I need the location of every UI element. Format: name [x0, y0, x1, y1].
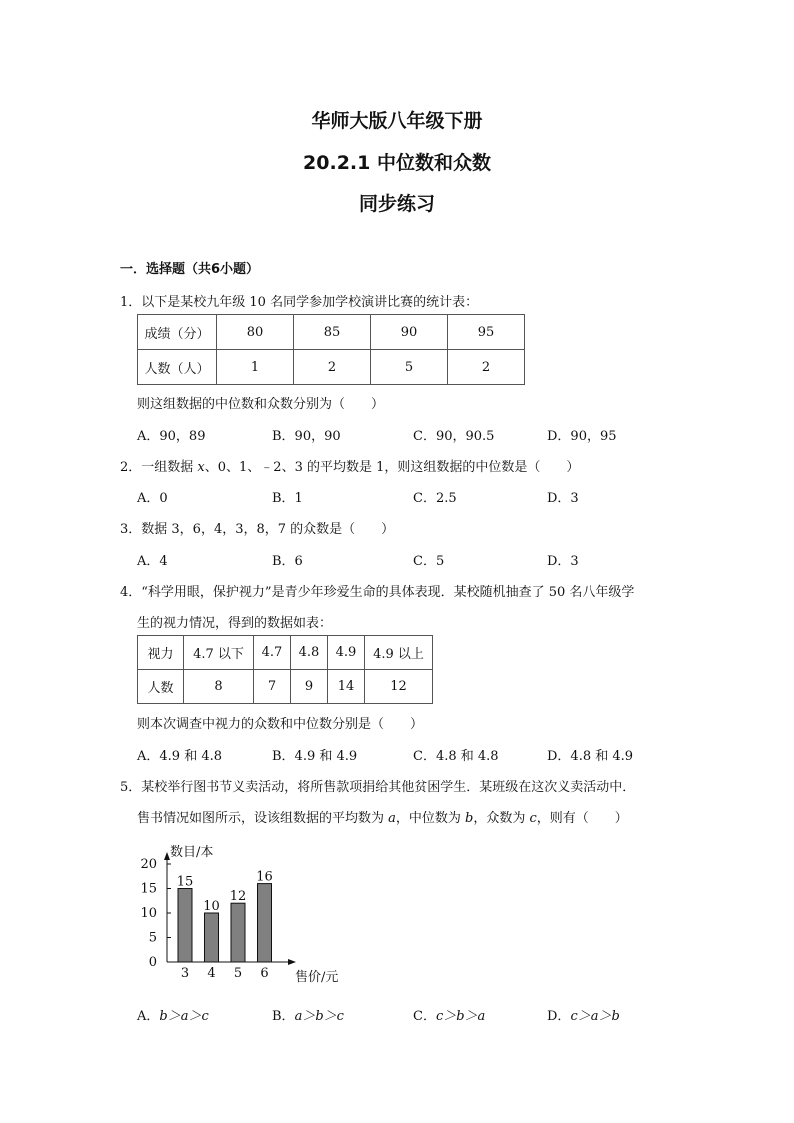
y-tick-label: 5	[148, 930, 157, 946]
table-cell: 1	[217, 350, 294, 385]
text-part: 售书情况如图所示，设该组数据的平均数为	[137, 811, 389, 826]
question-4-text-line1: 4．“科学用眼，保护视力”是青少年珍爱生命的具体表现．某校随机抽查了 50 名八年级学	[120, 585, 635, 600]
x-tick-label: 4	[207, 966, 216, 981]
y-tick-label: 15	[140, 881, 157, 897]
option-b: B．90，90	[272, 429, 341, 444]
section-heading: 一．选择题（共6小题）	[120, 262, 260, 277]
table-cell: 12	[365, 670, 433, 704]
y-tick-label: 0	[148, 955, 157, 970]
option-b: B．4.9 和 4.9	[272, 749, 358, 764]
option-d: D．3	[547, 491, 579, 506]
option-d	[547, 1005, 620, 1024]
option-a: A．0	[137, 491, 168, 506]
table-row	[138, 350, 525, 385]
text-part: ，中位数为	[395, 811, 466, 826]
variable-a: a	[388, 811, 396, 826]
table-cell: 2	[294, 350, 371, 385]
variable-c: c	[529, 811, 537, 826]
table-cell: 95	[448, 315, 525, 350]
table-cell: 4.8	[291, 636, 328, 670]
variable-x: x	[197, 460, 205, 475]
table-cell: 人数（人）	[138, 350, 217, 385]
option-c: C．5	[413, 554, 445, 569]
doc-title-3: 同步练习	[358, 193, 435, 215]
table-cell: 7	[254, 670, 291, 704]
table-cell: 4.7 以下	[184, 636, 254, 670]
option-d: D．4.8 和 4.9	[547, 749, 634, 764]
text-part: 、0、1、﹣2、3 的平均数是 1，则这组数据的中位数是（ ）	[204, 460, 580, 475]
text-part: ，众数为	[473, 811, 530, 826]
x-tick-label: 5	[233, 966, 243, 981]
question-2-text	[120, 456, 579, 475]
table-row	[138, 670, 433, 704]
bar	[231, 903, 245, 962]
option-letter: C．	[413, 1009, 436, 1024]
table-cell: 成绩（分）	[138, 315, 217, 350]
option-a: A．4	[137, 554, 168, 569]
y-tick-label: 20	[140, 857, 157, 872]
doc-title-2: 20.2.1 中位数和众数	[303, 152, 491, 174]
question-5-text-line2	[137, 807, 628, 826]
option-b: B．6	[272, 554, 303, 569]
option-expression: a＞b＞c	[294, 1009, 344, 1024]
score-table	[137, 314, 525, 385]
table-cell: 5	[371, 350, 448, 385]
bar	[258, 884, 272, 962]
book-sales-bar-chart	[140, 838, 380, 988]
x-tick-label: 6	[260, 966, 269, 981]
table-cell: 80	[217, 315, 294, 350]
doc-title-1: 华师大版八年级下册	[311, 110, 483, 132]
bar	[205, 913, 219, 962]
option-expression: c＞b＞a	[435, 1009, 486, 1024]
table-cell: 人数	[138, 670, 184, 704]
question-4-prompt: 则本次调查中视力的众数和中位数分别是（ ）	[137, 717, 424, 732]
option-expression: b＞a＞c	[159, 1009, 209, 1024]
x-axis-arrow	[288, 959, 296, 965]
table-cell: 85	[294, 315, 371, 350]
y-axis-label: 数目/本	[170, 845, 214, 860]
option-d: D．3	[547, 554, 579, 569]
table-cell: 4.7	[254, 636, 291, 670]
option-letter: B．	[272, 1009, 295, 1024]
option-letter: A．	[137, 1009, 160, 1024]
x-tick-label: 3	[180, 966, 190, 981]
option-c: C．90，90.5	[413, 429, 495, 444]
option-c: C．2.5	[413, 491, 457, 506]
question-1-text: 1．以下是某校九年级 10 名同学参加学校演讲比赛的统计表：	[120, 295, 479, 310]
y-tick-label: 10	[140, 906, 157, 921]
option-d: D．90，95	[547, 429, 617, 444]
table-cell: 8	[184, 670, 254, 704]
table-cell: 视力	[138, 636, 184, 670]
variable-b: b	[465, 811, 474, 826]
question-4-text-line2: 生的视力情况，得到的数据如表：	[137, 616, 333, 631]
table-cell: 4.9 以上	[365, 636, 433, 670]
x-axis-label: 售价/元	[295, 970, 339, 985]
option-c: C．4.8 和 4.8	[413, 749, 499, 764]
question-5-text-line1: 5．某校举行图书节义卖活动，将所售款项捐给其他贫困学生．某班级在这次义卖活动中．	[120, 780, 636, 795]
option-a	[137, 1005, 209, 1024]
option-b: B．1	[272, 491, 303, 506]
table-row	[138, 315, 525, 350]
option-expression: c＞a＞b	[570, 1009, 620, 1024]
option-letter: D．	[547, 1009, 571, 1024]
table-cell: 2	[448, 350, 525, 385]
vision-table	[137, 635, 433, 704]
question-1-prompt: 则这组数据的中位数和众数分别为（ ）	[137, 397, 385, 412]
bar-value-label: 15	[176, 874, 194, 890]
table-row	[138, 636, 433, 670]
text-part: ，则有（ ）	[536, 811, 628, 826]
bar-value-label: 10	[203, 899, 220, 914]
option-b	[272, 1005, 344, 1024]
option-a: A．4.9 和 4.8	[137, 749, 223, 764]
question-3-text: 3．数据 3，6，4，3，8，7 的众数是（ ）	[120, 522, 395, 537]
table-cell: 9	[291, 670, 328, 704]
table-cell: 4.9	[328, 636, 365, 670]
bar-value-label: 12	[229, 889, 247, 905]
table-cell: 90	[371, 315, 448, 350]
text-part: 2．一组数据	[120, 460, 198, 475]
option-a: A．90，89	[137, 429, 206, 444]
bar	[178, 889, 192, 963]
table-cell: 14	[328, 670, 365, 704]
bar-value-label: 16	[256, 869, 273, 885]
option-c	[413, 1005, 485, 1024]
